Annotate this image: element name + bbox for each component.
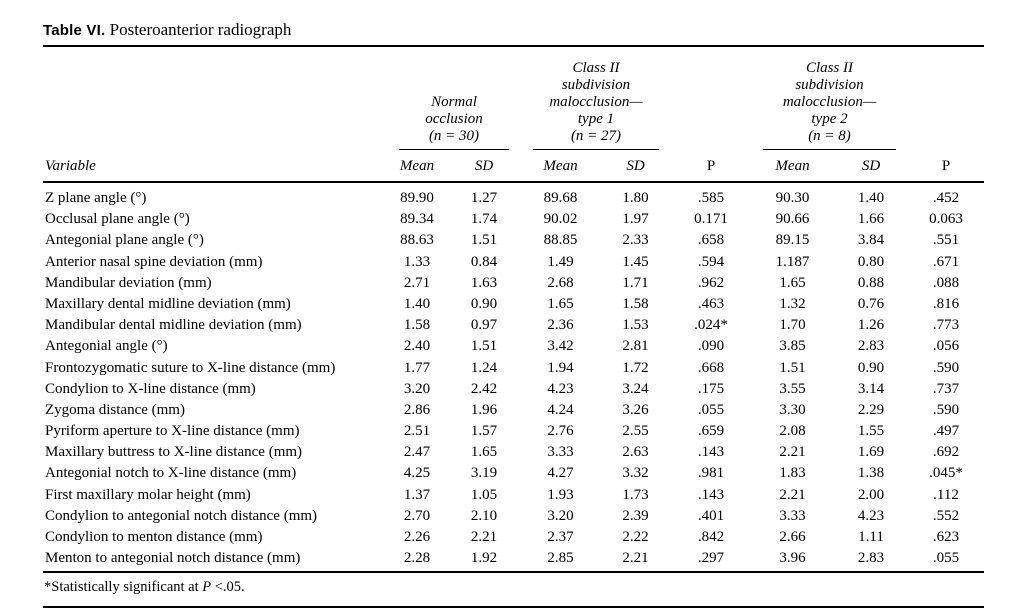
row-value: 3.19 <box>470 465 498 482</box>
row-value: 3.26 <box>622 401 649 418</box>
table-title: Posteroanterior radiograph <box>109 20 292 39</box>
group-header-row <box>43 47 984 150</box>
row-value: 2.47 <box>403 444 431 461</box>
row-value: 2.42 <box>470 380 498 397</box>
row-value: 3.20 <box>403 380 431 397</box>
row-value: 1.58 <box>622 295 649 312</box>
row-variable: Zygoma distance (mm) <box>45 401 185 418</box>
group-line: malocclusion— <box>782 94 877 110</box>
row-value: 3.84 <box>857 232 885 249</box>
row-value: .552 <box>932 507 960 524</box>
row-value: 1.70 <box>779 317 806 334</box>
row-value: 4.27 <box>547 465 574 482</box>
row-value: 1.40 <box>857 190 885 206</box>
row-value: 3.20 <box>547 507 574 524</box>
row-value: 2.83 <box>857 338 885 355</box>
row-value: 1.55 <box>857 423 885 440</box>
row-value: 0.88 <box>857 274 885 291</box>
row-variable: Antegonial angle (°) <box>45 338 168 355</box>
row-value: 89.15 <box>775 232 810 249</box>
row-value: 1.27 <box>470 190 498 206</box>
row-variable: Mandibular deviation (mm) <box>45 274 212 291</box>
row-value: 3.96 <box>751 548 834 573</box>
row-value: 0.90 <box>470 295 498 312</box>
group-line: occlusion <box>425 111 483 127</box>
row-value: 3.85 <box>779 338 806 355</box>
row-value: 3.24 <box>622 380 649 397</box>
group-line: Class II <box>805 60 854 76</box>
row-value: 0.84 <box>470 253 498 270</box>
column-header-mean-type2: Mean <box>751 150 834 182</box>
group-header-text <box>763 60 896 150</box>
row-value: 2.76 <box>547 423 574 440</box>
row-value: 0.80 <box>857 253 885 270</box>
row-value: .692 <box>932 444 960 461</box>
row-value: 1.65 <box>779 274 806 291</box>
row-value: 3.14 <box>857 380 885 397</box>
row-value: 2.29 <box>857 401 885 418</box>
spacer-cell <box>908 47 984 150</box>
table-row <box>43 209 984 230</box>
row-value: 0.76 <box>857 295 885 312</box>
row-value: 2.70 <box>403 507 431 524</box>
row-variable: Condylion to antegonial notch distance (mm) <box>45 507 318 524</box>
group-line: Normal <box>431 94 477 110</box>
table-body <box>43 182 984 572</box>
column-header-p-type2: P <box>908 150 984 182</box>
row-value: 1.51 <box>470 338 498 355</box>
row-value: 3.42 <box>547 338 574 355</box>
group-line: type 1 <box>577 111 615 127</box>
row-value: 2.26 <box>403 529 431 545</box>
row-value: 88.85 <box>543 232 578 249</box>
group-header-class2-type2 <box>751 47 908 150</box>
group-line: malocclusion— <box>549 94 643 110</box>
row-value: 1.97 <box>622 211 649 228</box>
group-line: type 2 <box>811 111 848 127</box>
row-variable: Occlusal plane angle (°) <box>45 211 190 228</box>
row-value: 2.55 <box>622 423 649 440</box>
row-value: .497 <box>932 423 960 440</box>
table-caption <box>43 20 984 45</box>
row-value: 2.71 <box>403 274 431 291</box>
row-value: 2.83 <box>834 548 908 573</box>
row-value: 89.34 <box>400 211 434 228</box>
row-value: 1.53 <box>622 317 649 334</box>
group-line: subdivision <box>795 77 864 93</box>
row-value: 1.40 <box>403 295 431 312</box>
row-value: 4.25 <box>403 465 431 482</box>
footnote-prefix: *Statistically significant at <box>44 579 203 596</box>
row-value: 1.58 <box>403 317 431 334</box>
table-row <box>43 315 984 336</box>
row-value: 1.51 <box>470 232 498 249</box>
row-value: 2.21 <box>470 529 498 545</box>
row-variable: Frontozygomatic suture to X-line distance (mm) <box>45 359 336 376</box>
row-variable: Mandibular dental midline deviation (mm) <box>45 317 302 334</box>
row-value: 1.77 <box>403 359 431 376</box>
row-value: 1.69 <box>857 444 885 461</box>
table-row <box>43 442 984 463</box>
row-value: 4.23 <box>547 380 574 397</box>
row-variable: First maxillary molar height (mm) <box>45 486 251 503</box>
bottom-rule <box>43 606 984 608</box>
group-header-class2-type1 <box>521 47 671 150</box>
row-value: 1.92 <box>447 548 521 573</box>
row-value: 1.33 <box>403 253 431 270</box>
row-value: 1.94 <box>547 359 574 376</box>
row-value: 2.36 <box>547 317 574 334</box>
row-value: 2.66 <box>779 529 806 545</box>
footnote <box>43 573 984 606</box>
column-header-mean-normal: Mean <box>387 150 447 182</box>
row-value: 1.72 <box>622 359 649 376</box>
table-row <box>43 230 984 251</box>
row-value: 1.05 <box>470 486 498 503</box>
row-value: 1.57 <box>470 423 498 440</box>
row-value: 88.63 <box>400 232 434 249</box>
row-value: 0.97 <box>470 317 498 334</box>
row-value: 1.74 <box>470 211 498 228</box>
radiograph-table <box>43 47 984 573</box>
row-value: 3.32 <box>622 465 649 482</box>
row-value: 1.45 <box>622 253 649 270</box>
row-value: .401 <box>697 507 725 524</box>
row-value: 1.71 <box>622 274 649 291</box>
row-value: .590 <box>932 359 960 376</box>
row-value: .143 <box>697 444 725 461</box>
row-value: .737 <box>932 380 960 397</box>
row-value: 2.00 <box>857 486 885 503</box>
row-value: .175 <box>697 380 725 397</box>
row-variable: Pyriform aperture to X-line distance (mm) <box>45 423 300 440</box>
spacer-cell <box>671 47 751 150</box>
row-value: .773 <box>932 317 960 334</box>
row-value: 2.08 <box>779 423 806 440</box>
row-value: 3.33 <box>547 444 574 461</box>
row-value: 90.02 <box>543 211 578 228</box>
row-variable: Antegonial notch to X-line distance (mm) <box>45 465 297 482</box>
column-header-sd-type2: SD <box>834 150 908 182</box>
group-line: (n = 30) <box>428 128 480 144</box>
row-value: 1.187 <box>775 253 810 270</box>
row-value: .056 <box>932 338 960 355</box>
group-header-text <box>399 94 509 150</box>
row-value: 1.38 <box>857 465 885 482</box>
row-value: 1.65 <box>547 295 574 312</box>
row-value: 0.063 <box>929 211 963 228</box>
table-row <box>43 505 984 526</box>
column-header-p-type1: P <box>671 150 751 182</box>
row-value: 2.51 <box>403 423 431 440</box>
group-header-text <box>533 60 659 150</box>
row-value: 1.24 <box>470 359 498 376</box>
row-value: 1.96 <box>470 401 498 418</box>
table-row <box>43 399 984 420</box>
row-variable: Condylion to menton distance (mm) <box>45 529 263 545</box>
row-value: .816 <box>932 295 960 312</box>
row-value: 1.11 <box>858 529 884 545</box>
table-row <box>43 526 984 547</box>
row-value: 2.37 <box>547 529 574 545</box>
table-row <box>43 357 984 378</box>
footnote-suffix: <.05. <box>211 579 245 596</box>
row-value: 1.65 <box>470 444 498 461</box>
row-value: .981 <box>697 465 725 482</box>
table-row <box>43 251 984 272</box>
row-value: .671 <box>932 253 960 270</box>
row-value: .590 <box>932 401 960 418</box>
row-variable: Maxillary dental midline deviation (mm) <box>45 295 291 312</box>
row-value: 1.49 <box>547 253 574 270</box>
row-value: 0.90 <box>857 359 885 376</box>
row-value: .658 <box>697 232 725 249</box>
row-value: 2.63 <box>622 444 649 461</box>
column-header-mean-type1: Mean <box>521 150 600 182</box>
group-line: Class II <box>572 60 620 76</box>
row-value: 89.90 <box>400 190 434 206</box>
row-value: .659 <box>697 423 725 440</box>
row-value: 3.33 <box>779 507 806 524</box>
table-row <box>43 293 984 314</box>
row-variable: Anterior nasal spine deviation (mm) <box>45 253 263 270</box>
group-line: (n = 27) <box>570 128 622 144</box>
row-variable: Z plane angle (°) <box>45 190 147 206</box>
row-value: .045* <box>929 465 963 482</box>
row-value: .090 <box>697 338 725 355</box>
row-value: 1.26 <box>857 317 885 334</box>
row-value: 89.68 <box>543 190 578 206</box>
row-value: .297 <box>671 548 751 573</box>
row-value: .112 <box>933 486 959 503</box>
group-line: (n = 8) <box>808 128 851 144</box>
row-value: 2.22 <box>622 529 649 545</box>
row-variable: Antegonial plane angle (°) <box>45 232 204 249</box>
row-value: 1.73 <box>622 486 649 503</box>
row-value: 1.37 <box>403 486 431 503</box>
table-row <box>43 420 984 441</box>
table-row <box>43 378 984 399</box>
row-value: 1.83 <box>779 465 806 482</box>
row-value: 2.81 <box>622 338 649 355</box>
row-value: .055 <box>697 401 725 418</box>
spacer-cell <box>43 47 387 150</box>
row-value: .668 <box>697 359 725 376</box>
table-label: Table VI. <box>43 22 106 39</box>
row-value: 2.40 <box>403 338 431 355</box>
row-value: 2.33 <box>622 232 649 249</box>
column-header-sd-normal: SD <box>447 150 521 182</box>
row-value: 2.21 <box>600 548 671 573</box>
table-row <box>43 463 984 484</box>
row-value: 2.86 <box>403 401 431 418</box>
row-value: .055 <box>908 548 984 573</box>
column-header-variable: Variable <box>43 150 387 182</box>
footnote-p-symbol: P <box>202 579 212 596</box>
row-value: .623 <box>932 529 960 545</box>
group-line: subdivision <box>561 77 631 93</box>
row-variable: Menton to antegonial notch distance (mm) <box>43 548 387 573</box>
row-value: .024* <box>694 317 728 334</box>
row-value: 2.39 <box>622 507 649 524</box>
row-value: 1.80 <box>622 190 649 206</box>
row-value: .842 <box>697 529 725 545</box>
table-row <box>43 272 984 293</box>
row-value: 2.68 <box>547 274 574 291</box>
row-value: 1.66 <box>857 211 885 228</box>
row-value: .962 <box>697 274 725 291</box>
table-row <box>43 336 984 357</box>
row-variable: Maxillary buttress to X-line distance (mm) <box>45 444 303 461</box>
table-row <box>43 182 984 209</box>
column-header-row <box>43 150 984 182</box>
row-value: 3.30 <box>779 401 806 418</box>
row-value: 2.85 <box>521 548 600 573</box>
column-header-sd-type1: SD <box>600 150 671 182</box>
row-value: 4.24 <box>547 401 574 418</box>
row-value: 2.10 <box>470 507 498 524</box>
row-value: 3.55 <box>779 380 806 397</box>
row-variable: Condylion to X-line distance (mm) <box>45 380 256 397</box>
row-value: 2.21 <box>779 444 806 461</box>
row-value: 0.171 <box>694 211 728 228</box>
row-value: .585 <box>697 190 725 206</box>
row-value: 4.23 <box>857 507 885 524</box>
row-value: .143 <box>697 486 725 503</box>
row-value: .452 <box>932 190 960 206</box>
row-value: 90.66 <box>775 211 810 228</box>
row-value: 2.28 <box>387 548 447 573</box>
row-value: .463 <box>697 295 725 312</box>
row-value: 1.63 <box>470 274 498 291</box>
row-value: 90.30 <box>775 190 810 206</box>
row-value: .088 <box>932 274 960 291</box>
row-value: 1.93 <box>547 486 574 503</box>
row-value: 2.21 <box>779 486 806 503</box>
row-value: .594 <box>697 253 725 270</box>
group-header-normal-occlusion <box>387 47 521 150</box>
row-value: .551 <box>932 232 960 249</box>
table-row <box>43 484 984 505</box>
table-row <box>43 548 984 573</box>
row-value: 1.32 <box>779 295 806 312</box>
row-value: 1.51 <box>779 359 806 376</box>
